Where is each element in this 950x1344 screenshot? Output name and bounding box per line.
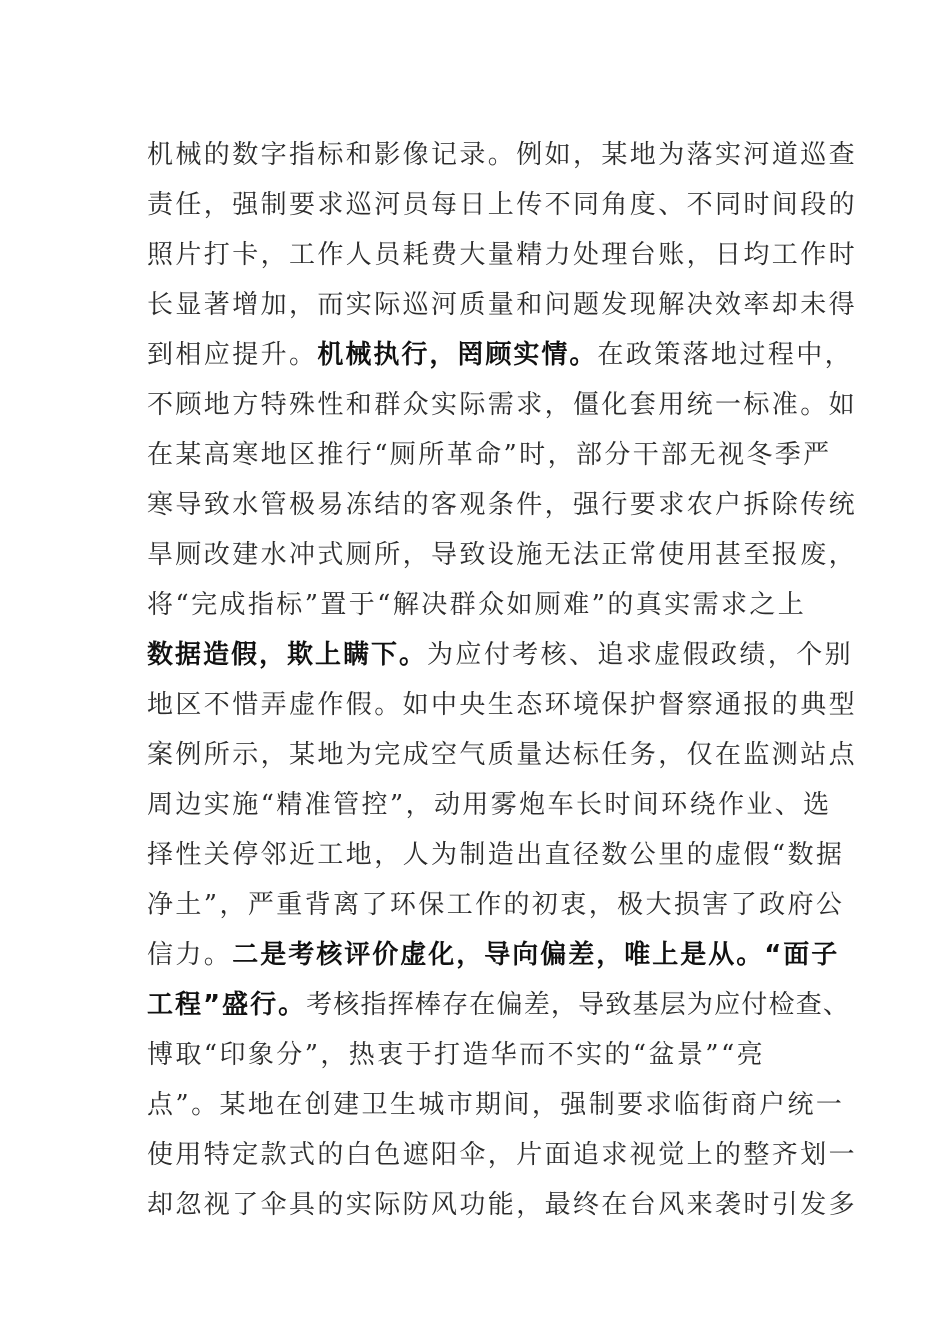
text-run: 照片打卡，工作人员耗费大量精力处理台账，日均工作时	[147, 240, 858, 270]
text-run: 为应付考核、追求虚假政绩，个别	[427, 640, 854, 670]
text-run: 旱厕改建水冲式厕所，导致设施无法正常使用甚至报废，	[147, 540, 858, 570]
text-run: 点”。某地在创建卫生城市期间，强制要求临街商户统一	[147, 1090, 845, 1120]
text-run: 地区不惜弄虚作假。如中央生态环境保护督察通报的典型	[147, 690, 858, 720]
text-run: 考核指挥棒存在偏差，导致基层为应付检查、	[306, 990, 851, 1020]
text-line	[147, 1180, 907, 1230]
text-run: 却忽视了伞具的实际防风功能，最终在台风来袭时引发多	[147, 1190, 858, 1220]
text-run: 责任，强制要求巡河员每日上传不同角度、不同时间段的	[147, 190, 858, 220]
text-run: 周边实施“精准管控”，动用雾炮车长时间环绕作业、选	[147, 790, 832, 820]
text-line	[147, 330, 907, 380]
text-line	[147, 680, 907, 730]
text-run: 博取“印象分”，热衷于打造华而不实的“盆景”“亮	[147, 1040, 766, 1070]
text-run: 信力。	[147, 940, 233, 970]
text-run: 机械的数字指标和影像记录。例如，某地为落实河道巡查	[147, 140, 858, 170]
bold-heading: 二是考核评价虚化，导向偏差，唯上是从。“面子	[232, 940, 840, 970]
text-run: 净土”，严重背离了环保工作的初衷，极大损害了政府公	[147, 890, 845, 920]
text-line	[147, 730, 907, 780]
text-run: 将“完成指标”置于“解决群众如厕难”的真实需求之上	[147, 590, 807, 620]
text-line	[147, 380, 907, 430]
text-line	[147, 530, 907, 580]
text-run: 长显著增加，而实际巡河质量和问题发现解决效率却未得	[147, 290, 858, 320]
text-run: 寒导致水管极易冻结的客观条件，强行要求农户拆除传统	[147, 490, 858, 520]
document-body	[147, 130, 907, 1230]
text-line	[147, 430, 907, 480]
text-run: 使用特定款式的白色遮阳伞，片面追求视觉上的整齐划一	[147, 1140, 858, 1170]
bold-heading: 工程”盛行。	[147, 990, 307, 1020]
text-line	[147, 580, 907, 630]
text-line	[147, 230, 907, 280]
text-run: 在政策落地过程中，	[597, 340, 854, 370]
text-run: 在某高寒地区推行“厕所革命”时，部分干部无视冬季严	[147, 440, 832, 470]
bold-heading: 数据造假，欺上瞒下。	[147, 640, 428, 670]
text-line	[147, 130, 907, 180]
text-line	[147, 930, 907, 980]
bold-heading: 机械执行，罔顾实情。	[317, 340, 598, 370]
text-run: 到相应提升。	[147, 340, 318, 370]
text-run: 择性关停邻近工地，人为制造出直径数公里的虚假“数据	[147, 840, 845, 870]
text-run: 案例所示，某地为完成空气质量达标任务，仅在监测站点	[147, 740, 858, 770]
text-run: 不顾地方特殊性和群众实际需求，僵化套用统一标准。如	[147, 390, 858, 420]
text-line	[147, 630, 907, 680]
text-line	[147, 1080, 907, 1130]
text-line	[147, 830, 907, 880]
text-line	[147, 480, 907, 530]
text-line	[147, 880, 907, 930]
text-line	[147, 280, 907, 330]
text-line	[147, 180, 907, 230]
text-line	[147, 980, 907, 1030]
text-line	[147, 1030, 907, 1080]
text-line	[147, 780, 907, 830]
text-line	[147, 1130, 907, 1180]
